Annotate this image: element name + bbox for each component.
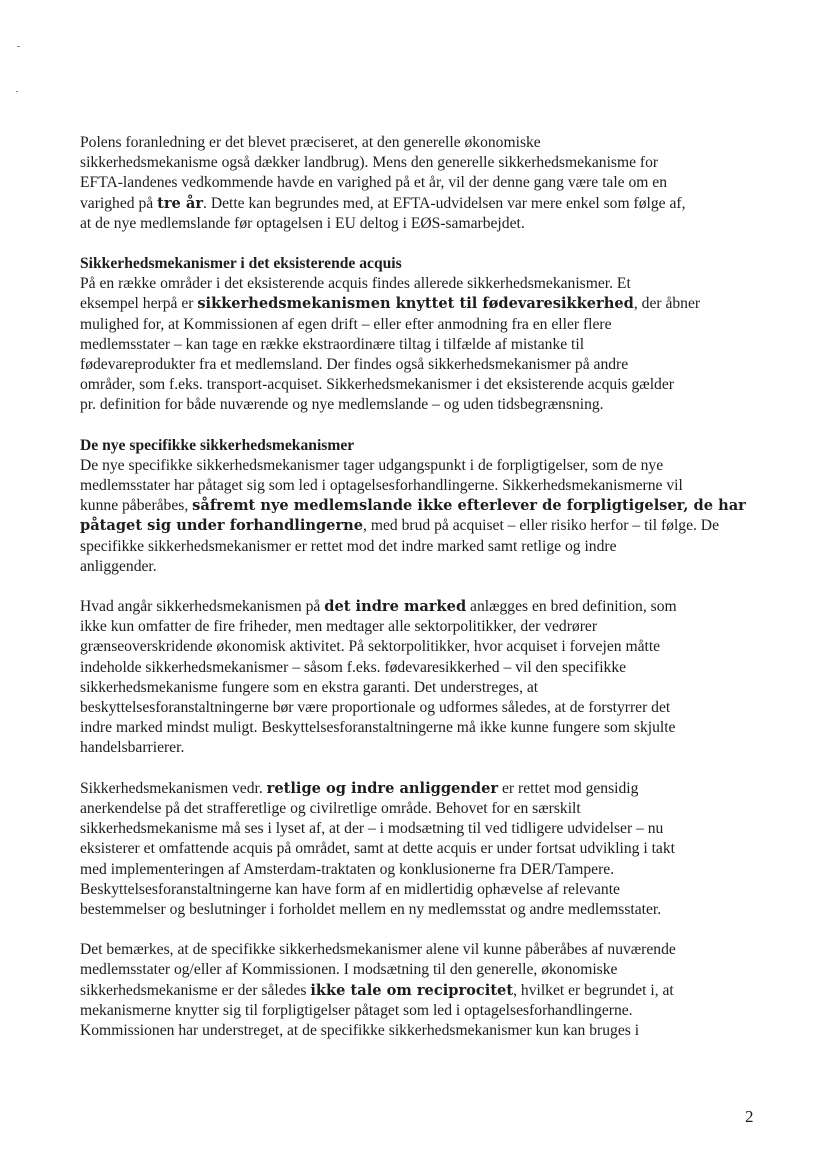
text-segment: grænseoverskridende økonomisk aktivitet. På sektorpolitikker, hvor acquiset i forvejen måtte bbox=[80, 638, 661, 656]
text-segment: sikkerhedsmekanisme også dækker landbrug). Mens den generelle sikkerhedsmekanisme for bbox=[80, 154, 659, 172]
text-line bbox=[80, 880, 760, 900]
text-segment: , der åbner bbox=[633, 295, 701, 313]
text-segment: indre marked mindst muligt. Beskyttelsesforanstaltningerne må ikke kunne fungere som skjulte bbox=[80, 719, 676, 737]
text-segment: medlemsstater – kan tage en række ekstraordinære tiltag i tilfælde af mistanke til bbox=[80, 335, 585, 353]
text-segment: Sikkerhedsmekanismen vedr. bbox=[80, 779, 267, 797]
text-line bbox=[80, 658, 760, 678]
text-line bbox=[80, 537, 760, 557]
text-line bbox=[80, 395, 760, 415]
text-line bbox=[80, 940, 760, 960]
section-heading: De nye specifikke sikkerhedsmekanismer bbox=[80, 436, 355, 454]
bold-text: sikkerhedsmekanismen knyttet til fødevaresikkerhed bbox=[197, 295, 634, 313]
bold-text: det indre marked bbox=[324, 598, 467, 616]
text-segment: EFTA-landenes vedkommende havde en varighed på et år, vil der denne gang være tale om en bbox=[80, 174, 668, 192]
text-line bbox=[80, 617, 760, 637]
paragraph bbox=[80, 779, 760, 920]
text-segment: medlemsstater har påtaget sig som led i optagelsesforhandlingerne. Sikkerhedsmekanismerne vil bbox=[80, 477, 683, 495]
text-segment: områder, som f.eks. transport-acquiset. Sikkerhedsmekanismer i det eksisterende acquis gælder bbox=[80, 376, 674, 394]
text-line bbox=[80, 335, 760, 355]
text-segment: eksisterer et omfattende acquis på området, samt at dette acquis er under fortsat udvikling i takt bbox=[80, 840, 675, 858]
text-segment: anerkendelse på det strafferetlige og civilretlige område. Behovet for en særskilt bbox=[80, 799, 581, 817]
bold-text: påtaget sig under forhandlingerne bbox=[80, 517, 364, 535]
text-line bbox=[80, 476, 760, 496]
text-segment: Hvad angår sikkerhedsmekanismen på bbox=[80, 598, 325, 616]
text-segment: sikkerhedsmekanisme er der således bbox=[80, 981, 311, 999]
paragraph bbox=[80, 254, 760, 416]
text-line bbox=[80, 557, 760, 577]
text-segment: medlemsstater og/eller af Kommissionen. I modsætning til den generelle, økonomiske bbox=[80, 961, 618, 979]
text-line bbox=[80, 375, 760, 395]
text-segment: kunne påberåbes, bbox=[80, 497, 193, 515]
text-line bbox=[80, 981, 760, 1001]
text-segment: sikkerhedsmekanisme fungere som en ekstra garanti. Det understreges, at bbox=[80, 678, 539, 696]
text-line bbox=[80, 738, 760, 758]
text-segment: . Dette kan begrundes med, at EFTA-udvidelsen var mere enkel som følge af, bbox=[203, 194, 686, 212]
text-line bbox=[80, 516, 760, 536]
text-line bbox=[80, 315, 760, 335]
text-segment: , hvilket er begrundet i, at bbox=[513, 981, 674, 999]
text-line bbox=[80, 194, 760, 214]
bold-text: såfremt nye medlemslande ikke efterlever de forpligtigelser, de har bbox=[192, 497, 746, 515]
text-segment: Polens foranledning er det blevet præciseret, at den generelle økonomiske bbox=[80, 134, 541, 151]
text-line bbox=[80, 355, 760, 375]
text-segment: ikke kun omfatter de fire friheder, men medtager alle sektorpolitikker, der vedrører bbox=[80, 618, 598, 636]
text-segment: mulighed for, at Kommissionen af egen drift – eller efter anmodning fra en eller flere bbox=[80, 315, 612, 333]
text-segment: De nye specifikke sikkerhedsmekanismer tager udgangspunkt i de forpligtigelser, som de nye bbox=[80, 456, 664, 474]
section-heading: Sikkerhedsmekanismer i det eksisterende acquis bbox=[80, 255, 402, 273]
text-segment: anliggender. bbox=[80, 557, 157, 575]
page-number: 2 bbox=[745, 1107, 754, 1126]
text-segment: specifikke sikkerhedsmekanismer er rettet mod det indre marked samt retlige og indre bbox=[80, 537, 617, 555]
text-line bbox=[80, 214, 760, 234]
text-line bbox=[80, 173, 760, 193]
scan-mark bbox=[16, 91, 18, 92]
bold-text: retlige og indre anliggender bbox=[266, 779, 499, 797]
text-line bbox=[80, 597, 760, 617]
text-segment: sikkerhedsmekanisme må ses i lyset af, at der – i modsætning til ved tidligere udvidelser – nu bbox=[80, 820, 664, 838]
text-line bbox=[80, 960, 760, 980]
text-line bbox=[80, 1001, 760, 1021]
text-segment: mekanismerne knytter sig til forpligtigelser påtaget som led i optagelsesforhandlingerne. bbox=[80, 1001, 633, 1019]
text-segment: Beskyttelsesforanstaltningerne kan have form af en midlertidig ophævelse af relevante bbox=[80, 880, 620, 898]
text-line bbox=[80, 294, 760, 314]
text-segment: Det bemærkes, at de specifikke sikkerhedsmekanismer alene vil kunne påberåbes af nuværende bbox=[80, 941, 676, 959]
paragraph bbox=[80, 597, 760, 759]
text-line bbox=[80, 274, 760, 294]
text-line bbox=[80, 678, 760, 698]
text-line bbox=[80, 496, 760, 516]
text-segment: , med brud på acquiset – eller risiko herfor – til følge. De bbox=[363, 517, 719, 535]
text-line bbox=[80, 839, 760, 859]
text-segment: beskyttelsesforanstaltningerne bør være proportionale og udformes således, at de forstyrrer det bbox=[80, 699, 671, 717]
text-segment: med implementeringen af Amsterdam-traktaten og konklusionerne fra DER/Tampere. bbox=[80, 860, 615, 878]
text-segment: anlægges en bred definition, som bbox=[466, 598, 677, 616]
text-segment: På en række områder i det eksisterende acquis findes allerede sikkerhedsmekanismer. Et bbox=[80, 275, 631, 293]
text-segment: at de nye medlemslande før optagelsen i EU deltog i EØS-samarbejdet. bbox=[80, 214, 525, 232]
bold-text: tre år bbox=[157, 194, 204, 212]
text-line bbox=[80, 799, 760, 819]
document-body bbox=[80, 133, 760, 1041]
paragraph bbox=[80, 436, 760, 577]
text-segment: handelsbarrierer. bbox=[80, 739, 185, 757]
text-line bbox=[80, 900, 760, 920]
text-line bbox=[80, 860, 760, 880]
paragraph bbox=[80, 940, 760, 1041]
text-line bbox=[80, 1021, 760, 1041]
text-segment: fødevareprodukter fra et medlemsland. Der findes også sikkerhedsmekanismer på andre bbox=[80, 356, 629, 374]
text-line bbox=[80, 637, 760, 657]
text-line bbox=[80, 819, 760, 839]
text-segment: pr. definition for både nuværende og nye medlemslande – og uden tidsbegrænsning. bbox=[80, 396, 604, 414]
paragraph bbox=[80, 133, 760, 234]
text-segment: bestemmelser og beslutninger i forholdet mellem en ny medlemsstat og andre medlemsstater. bbox=[80, 900, 662, 918]
scan-mark bbox=[17, 46, 20, 47]
text-line bbox=[80, 779, 760, 799]
bold-text: ikke tale om reciprocitet bbox=[310, 981, 514, 999]
text-segment: eksempel herpå er bbox=[80, 295, 198, 313]
text-segment: er rettet mod gensidig bbox=[498, 779, 639, 797]
text-line bbox=[80, 456, 760, 476]
text-line bbox=[80, 133, 760, 153]
text-segment: varighed på bbox=[80, 194, 158, 212]
text-segment: indeholde sikkerhedsmekanismer – såsom f.eks. fødevaresikkerhed – vil den specifikke bbox=[80, 658, 627, 676]
text-segment: Kommissionen har understreget, at de specifikke sikkerhedsmekanismer kun kan bruges i bbox=[80, 1021, 640, 1039]
text-line bbox=[80, 153, 760, 173]
text-line bbox=[80, 718, 760, 738]
text-line bbox=[80, 698, 760, 718]
